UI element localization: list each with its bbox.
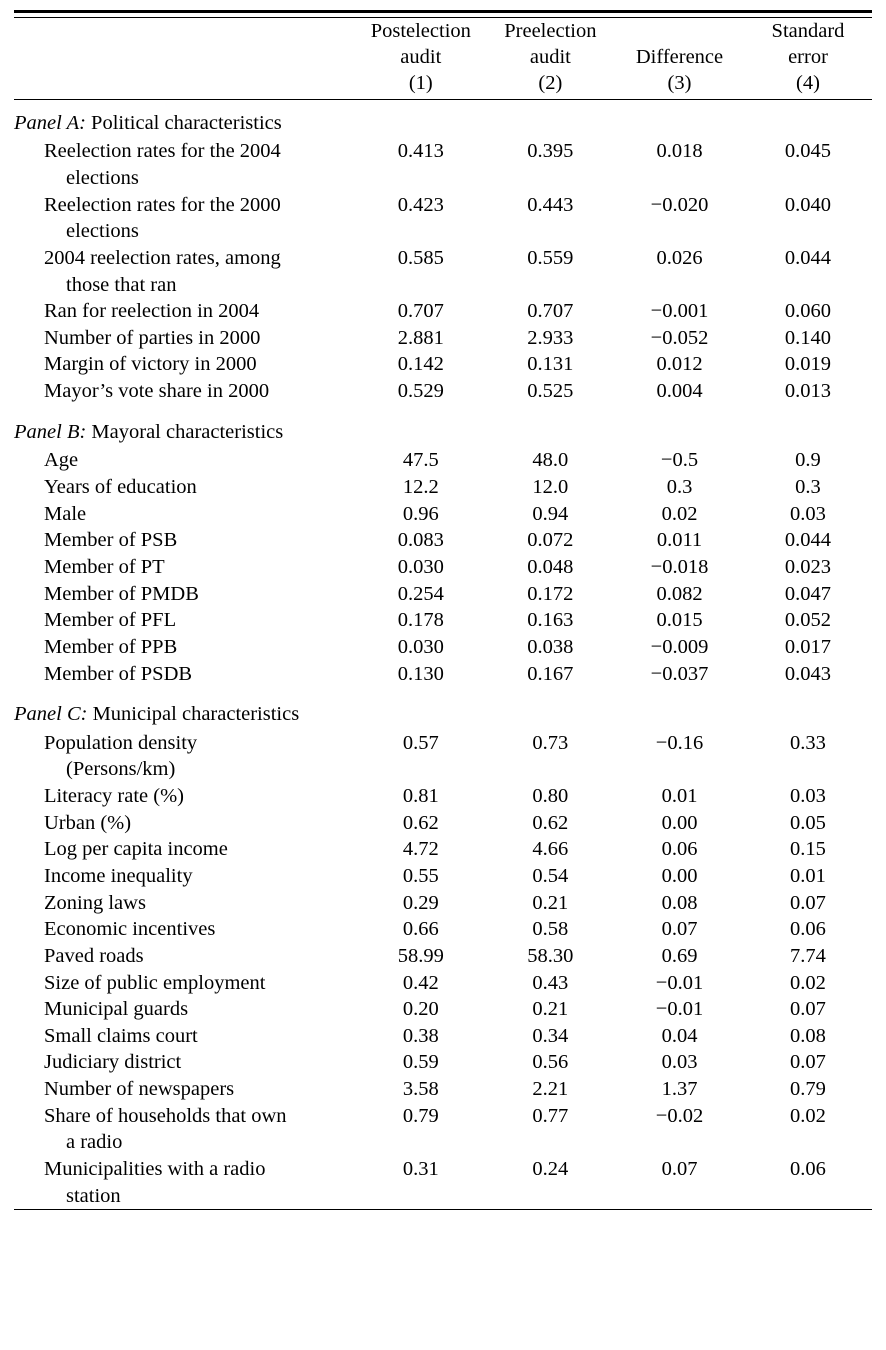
table-row [14, 996, 872, 1023]
row-label [14, 661, 356, 688]
cell-col1: 0.79 [402, 1104, 439, 1127]
cell-col2: 0.80 [532, 785, 569, 808]
column-header-difference [615, 18, 744, 99]
cell-col2: 0.24 [532, 1158, 569, 1181]
column-header-line1: Standard [771, 20, 845, 42]
row-label-line1: Population density [44, 731, 198, 754]
row-label [14, 474, 356, 501]
bottom-spacer [14, 1210, 872, 1220]
cell-col3: −0.5 [660, 449, 699, 472]
table-row [14, 447, 872, 474]
row-label-line1: Economic incentives [44, 918, 216, 941]
row-label [14, 1156, 356, 1209]
cell-col2: 0.525 [527, 380, 574, 403]
cell-col2: 0.163 [527, 609, 574, 632]
column-header-number: (1) [408, 72, 433, 95]
cell-col1: 0.96 [402, 502, 439, 525]
row-label-line1: Member of PT [44, 555, 165, 578]
table-row [14, 916, 872, 943]
cell-col2: 0.038 [527, 635, 574, 658]
cell-col1: 0.413 [397, 140, 444, 163]
cell-col1: 0.20 [402, 998, 439, 1021]
cell-col1: 12.2 [402, 476, 439, 499]
cell-col1: 0.030 [397, 555, 444, 578]
table-top-rule [14, 10, 872, 13]
cell-col3: −0.001 [650, 300, 709, 323]
cell-col1: 4.72 [402, 838, 439, 861]
row-label-line2: elections [66, 166, 139, 189]
row-label-line1: Member of PPB [44, 635, 178, 658]
cell-col4: 0.019 [784, 353, 832, 376]
cell-col2: 0.34 [532, 1024, 569, 1047]
row-label [14, 581, 356, 608]
table-row [14, 836, 872, 863]
row-label-line1: Share of households that own [44, 1104, 287, 1127]
cell-col4: 0.05 [790, 811, 826, 834]
panel-heading [14, 405, 872, 448]
cell-col3: 0.03 [661, 1051, 698, 1074]
row-label [14, 1023, 356, 1050]
table-row [14, 245, 872, 298]
cell-col2: 0.395 [527, 140, 574, 163]
table-row [14, 378, 872, 405]
cell-col3: 0.004 [656, 380, 703, 403]
cell-col1: 0.585 [397, 246, 444, 269]
cell-col4: 0.017 [784, 635, 832, 658]
cell-col1: 0.31 [402, 1158, 439, 1181]
cell-col2: 12.0 [532, 476, 569, 499]
row-label-line1: Age [44, 449, 79, 472]
row-label-line2: a radio [66, 1131, 123, 1154]
row-label-line2: elections [66, 220, 139, 243]
cell-col3: 0.00 [661, 865, 698, 887]
cell-col4: 0.052 [784, 609, 832, 632]
panel-heading [14, 100, 872, 139]
row-label-line1: Member of PSB [44, 529, 178, 552]
cell-col4: 0.03 [790, 785, 826, 808]
cell-col1: 0.57 [402, 731, 439, 754]
table-row [14, 1103, 872, 1156]
cell-col3: −0.020 [650, 193, 709, 216]
cell-col4: 0.15 [790, 838, 826, 861]
row-label [14, 1076, 356, 1103]
cell-col2: 0.172 [527, 582, 574, 605]
row-label [14, 501, 356, 528]
cell-col1: 0.42 [402, 971, 439, 994]
cell-col3: 0.011 [656, 529, 703, 552]
table-row [14, 970, 872, 997]
cell-col1: 0.707 [397, 300, 444, 323]
cell-col3: −0.009 [650, 635, 709, 658]
table-row [14, 351, 872, 378]
table-body [14, 99, 872, 1210]
cell-col1: 0.130 [397, 662, 444, 685]
row-label [14, 863, 356, 890]
cell-col2: 2.933 [527, 326, 574, 349]
cell-col3: 0.015 [656, 609, 703, 632]
row-label-line1: Municipalities with a radio [44, 1158, 266, 1181]
table-row [14, 1023, 872, 1050]
table-row [14, 863, 872, 890]
cell-col4: 0.07 [790, 1051, 826, 1074]
table-row [14, 810, 872, 837]
row-label [14, 527, 356, 554]
table-row [14, 527, 872, 554]
row-label [14, 351, 356, 378]
cell-col3: 0.01 [661, 785, 698, 808]
row-label-line1: Small claims court [44, 1024, 198, 1047]
cell-col4: 0.79 [790, 1078, 826, 1101]
row-label-line1: Judiciary district [44, 1051, 182, 1074]
table-row [14, 607, 872, 634]
cell-col2: 0.167 [527, 662, 574, 685]
cell-col4: 0.044 [784, 246, 832, 269]
table-row [14, 474, 872, 501]
column-header-number: (3) [667, 72, 692, 95]
balance-statistics-table [14, 18, 872, 1209]
row-label [14, 996, 356, 1023]
table-row [14, 783, 872, 810]
row-label-line1: Literacy rate (%) [44, 785, 184, 808]
column-header-line2: audit [400, 46, 442, 69]
row-label [14, 1049, 356, 1076]
cell-col1: 0.030 [397, 635, 444, 658]
cell-col3: −0.16 [655, 731, 704, 754]
row-label [14, 943, 356, 970]
cell-col1: 3.58 [402, 1078, 439, 1101]
cell-col2: 0.131 [527, 353, 574, 376]
table-row [14, 890, 872, 917]
table-row [14, 1049, 872, 1076]
row-label [14, 447, 356, 474]
cell-col4: 0.07 [790, 891, 826, 914]
cell-col3: 0.02 [661, 502, 698, 525]
cell-col1: 47.5 [402, 449, 439, 472]
cell-col3: −0.02 [655, 1104, 704, 1127]
cell-col3: 1.37 [661, 1078, 698, 1101]
row-label-line1: Years of education [44, 476, 197, 499]
cell-col1: 2.881 [397, 326, 444, 349]
cell-col1: 0.38 [402, 1024, 439, 1047]
row-label [14, 634, 356, 661]
stub-column-header [14, 18, 356, 99]
cell-col3: 0.04 [661, 1024, 698, 1047]
cell-col3: 0.07 [661, 918, 698, 941]
table-row [14, 661, 872, 688]
cell-col2: 0.707 [527, 300, 574, 323]
panel-prefix: Panel C: [14, 703, 88, 726]
panel-prefix: Panel B: [14, 420, 87, 443]
column-header-number: (2) [538, 72, 563, 95]
row-label-line2: station [66, 1184, 121, 1207]
row-label-line2: those that ran [66, 273, 177, 296]
cell-col2: 0.56 [532, 1051, 569, 1074]
cell-col2: 0.94 [532, 502, 569, 525]
row-label-line1: Margin of victory in 2000 [44, 353, 257, 376]
cell-col2: 0.21 [532, 998, 569, 1021]
panel-heading-row [14, 100, 872, 139]
row-label-line1: Urban (%) [44, 811, 132, 834]
cell-col2: 0.048 [527, 555, 574, 578]
cell-col4: 0.01 [790, 865, 826, 887]
panel-title: Mayoral characteristics [86, 420, 284, 443]
column-header-line2: audit [529, 46, 571, 69]
cell-col3: 0.06 [661, 838, 698, 861]
cell-col2: 48.0 [532, 449, 569, 472]
cell-col4: 0.013 [784, 380, 832, 403]
row-label-line1: Zoning laws [44, 891, 146, 914]
table-row [14, 325, 872, 352]
cell-col4: 0.047 [784, 582, 832, 605]
row-label-line1: Size of public employment [44, 971, 266, 994]
column-header-postelection-audit [356, 18, 486, 99]
column-header-line1: Preelection [504, 20, 597, 42]
cell-col1: 0.59 [402, 1051, 439, 1074]
cell-col4: 0.33 [790, 731, 826, 754]
table-row [14, 298, 872, 325]
cell-col4: 0.023 [784, 555, 832, 578]
cell-col1: 0.254 [397, 582, 444, 605]
cell-col3: −0.01 [655, 998, 704, 1021]
row-label [14, 138, 356, 191]
cell-col3: −0.01 [655, 971, 704, 994]
panel-title: Political characteristics [85, 111, 282, 134]
cell-col1: 0.55 [402, 865, 439, 887]
column-header-line2: Difference [635, 46, 724, 69]
row-label-line1: Reelection rates for the 2004 [44, 140, 281, 163]
table-row [14, 138, 872, 191]
cell-col3: 0.00 [661, 811, 698, 834]
row-label-line1: Log per capita income [44, 838, 228, 861]
row-label [14, 245, 356, 298]
row-label [14, 298, 356, 325]
cell-col2: 0.559 [527, 246, 574, 269]
cell-col1: 58.99 [397, 944, 444, 967]
row-label-line1: Municipal guards [44, 998, 189, 1021]
cell-col1: 0.62 [402, 811, 439, 834]
cell-col2: 58.30 [527, 944, 574, 967]
row-label [14, 890, 356, 917]
cell-col3: −0.018 [650, 555, 709, 578]
cell-col2: 0.77 [532, 1104, 569, 1127]
column-header-standard-error [744, 18, 872, 99]
row-label [14, 554, 356, 581]
cell-col4: 0.06 [790, 918, 826, 941]
cell-col4: 0.07 [790, 998, 826, 1021]
cell-col1: 0.423 [397, 193, 444, 216]
cell-col2: 4.66 [532, 838, 569, 861]
row-label [14, 730, 356, 783]
cell-col4: 0.02 [790, 1104, 826, 1127]
row-label [14, 810, 356, 837]
column-header-preelection-audit [486, 18, 615, 99]
table-row [14, 501, 872, 528]
column-header-line2: error [788, 46, 828, 69]
cell-col2: 0.072 [527, 529, 574, 552]
cell-col3: 0.08 [661, 891, 698, 914]
table-row [14, 1156, 872, 1209]
table-row [14, 634, 872, 661]
cell-col4: 0.040 [784, 193, 832, 216]
column-header-line1 [615, 18, 744, 44]
cell-col3: 0.026 [656, 246, 703, 269]
row-label-line1: Male [44, 502, 87, 525]
row-label [14, 916, 356, 943]
panel-heading [14, 687, 872, 730]
column-header-line1: Postelection [370, 20, 471, 42]
cell-col4: 0.044 [784, 529, 832, 552]
table-row [14, 554, 872, 581]
row-label [14, 192, 356, 245]
row-label-line1: Reelection rates for the 2000 [44, 193, 281, 216]
cell-col3: −0.052 [650, 326, 709, 349]
panel-heading-row [14, 405, 872, 448]
table-row [14, 1076, 872, 1103]
cell-col4: 0.03 [790, 502, 826, 525]
cell-col4: 0.140 [784, 326, 832, 349]
cell-col2: 2.21 [532, 1078, 569, 1101]
cell-col3: 0.082 [656, 582, 703, 605]
row-label-line1: Member of PSDB [44, 662, 193, 685]
cell-col3: −0.037 [650, 662, 709, 685]
row-label [14, 836, 356, 863]
row-label-line1: Ran for reelection in 2004 [44, 300, 260, 323]
cell-col1: 0.29 [402, 891, 439, 914]
row-label-line1: Number of newspapers [44, 1078, 235, 1101]
cell-col3: 0.69 [661, 944, 698, 967]
row-label [14, 783, 356, 810]
row-label [14, 1103, 356, 1156]
table-row [14, 192, 872, 245]
row-label [14, 607, 356, 634]
cell-col1: 0.81 [402, 785, 439, 808]
row-label [14, 970, 356, 997]
row-label-line2: (Persons/km) [66, 758, 176, 781]
cell-col1: 0.66 [402, 918, 439, 941]
row-label-line1: Income inequality [44, 865, 193, 887]
cell-col2: 0.73 [532, 731, 569, 754]
panel-title: Municipal characteristics [87, 703, 300, 726]
cell-col4: 7.74 [790, 944, 826, 967]
cell-col2: 0.58 [532, 918, 569, 941]
row-label [14, 378, 356, 405]
panel-prefix: Panel A: [14, 111, 86, 134]
table-row [14, 943, 872, 970]
cell-col1: 0.142 [397, 353, 444, 376]
row-label-line1: 2004 reelection rates, among [44, 246, 281, 269]
cell-col4: 0.043 [784, 662, 832, 685]
cell-col4: 0.08 [790, 1024, 826, 1047]
cell-col2: 0.43 [532, 971, 569, 994]
cell-col3: 0.3 [666, 476, 693, 499]
cell-col1: 0.083 [397, 529, 444, 552]
cell-col3: 0.012 [656, 353, 703, 376]
cell-col4: 0.045 [784, 140, 832, 163]
cell-col2: 0.62 [532, 811, 569, 834]
row-label [14, 325, 356, 352]
panel-heading-row [14, 687, 872, 730]
cell-col4: 0.060 [784, 300, 832, 323]
row-label-line1: Member of PMDB [44, 582, 199, 605]
row-label-line1: Member of PFL [44, 609, 177, 632]
row-label-line1: Paved roads [44, 944, 144, 967]
column-header-row [14, 18, 872, 99]
row-label-line1: Mayor’s vote share in 2000 [44, 380, 270, 403]
table-row [14, 730, 872, 783]
table-row [14, 581, 872, 608]
cell-col4: 0.9 [795, 449, 821, 472]
cell-col2: 0.21 [532, 891, 569, 914]
cell-col1: 0.529 [397, 380, 444, 403]
column-header-number: (4) [796, 72, 820, 95]
row-label-line1: Number of parties in 2000 [44, 326, 261, 349]
cell-col2: 0.54 [532, 865, 569, 887]
cell-col4: 0.06 [790, 1158, 826, 1181]
cell-col4: 0.02 [790, 971, 826, 994]
cell-col1: 0.178 [397, 609, 444, 632]
cell-col2: 0.443 [527, 193, 574, 216]
table-header [14, 18, 872, 99]
cell-col4: 0.3 [795, 476, 821, 499]
cell-col3: 0.018 [656, 140, 703, 163]
cell-col3: 0.07 [661, 1158, 698, 1181]
